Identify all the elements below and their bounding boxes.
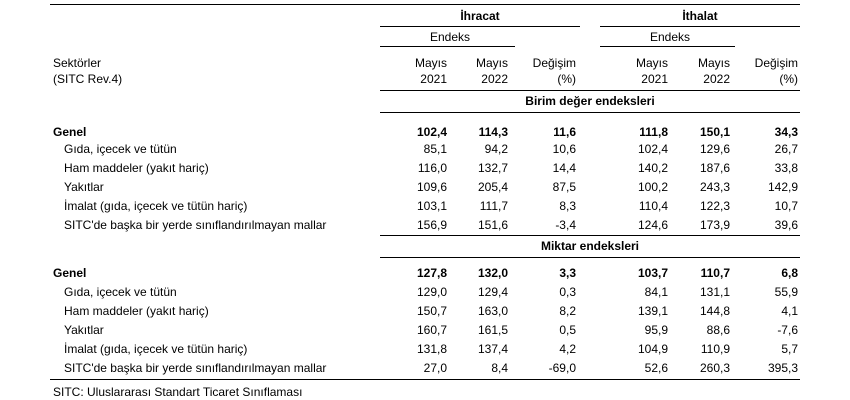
cell: 3,3 <box>559 266 576 280</box>
cell: 8,3 <box>559 199 576 213</box>
import-may-2022-year: 2022 <box>703 72 730 86</box>
cell: 27,0 <box>423 361 447 375</box>
cell: 6,8 <box>781 266 798 280</box>
cell: 55,9 <box>774 285 798 299</box>
cell: 122,3 <box>699 199 730 213</box>
cell: 187,6 <box>699 161 730 175</box>
row-label-food: Gıda, içecek ve tütün <box>64 285 177 299</box>
cell: 102,4 <box>416 125 447 139</box>
cell: 111,8 <box>639 125 668 139</box>
cell: 8,4 <box>491 361 508 375</box>
cell: 132,7 <box>477 161 508 175</box>
cell: 173,9 <box>699 218 730 232</box>
cell: 131,1 <box>699 285 730 299</box>
cell: 139,1 <box>637 304 668 318</box>
row-label-fuels: Yakıtlar <box>64 180 104 194</box>
cell: 150,7 <box>416 304 447 318</box>
row-label-manufacturing: İmalat (gıda, içecek ve tütün hariç) <box>64 199 248 213</box>
cell: -7,6 <box>777 323 798 337</box>
cell: 100,2 <box>637 180 668 194</box>
export-may-2021-year: 2021 <box>420 72 447 86</box>
cell: 33,8 <box>774 161 798 175</box>
cell: 129,4 <box>477 285 508 299</box>
cell: 111,7 <box>479 199 508 213</box>
cell: 129,0 <box>416 285 447 299</box>
export-change-unit: (%) <box>557 72 576 86</box>
row-label-genel: Genel <box>53 266 87 280</box>
cell: 137,4 <box>477 342 508 356</box>
cell: -69,0 <box>548 361 576 375</box>
cell: 110,9 <box>700 342 730 356</box>
cell: 116,0 <box>417 161 447 175</box>
header-bottom-rule <box>380 90 800 91</box>
cell: 39,6 <box>774 218 798 232</box>
cell: 103,1 <box>416 199 447 213</box>
export-index-rule <box>380 46 515 47</box>
row-label-genel: Genel <box>53 125 87 139</box>
row-label-food: Gıda, içecek ve tütün <box>64 142 177 156</box>
cell: 104,9 <box>637 342 668 356</box>
export-group-title: İhracat <box>460 9 500 23</box>
cell: 205,4 <box>477 180 508 194</box>
section-rule-unit-value <box>380 112 800 113</box>
import-change-unit: (%) <box>779 72 798 86</box>
export-may-2021-header: Mayıs <box>414 56 447 70</box>
import-may-2022-header: Mayıs <box>697 56 730 70</box>
section-title-quantity: Miktar endeksleri <box>540 239 640 253</box>
sector-header-sublabel: (SITC Rev.4) <box>53 72 123 86</box>
row-label-raw-materials: Ham maddeler (yakıt hariç) <box>64 161 209 175</box>
sector-header-label: Sektörler <box>53 56 102 70</box>
cell: 102,4 <box>637 142 668 156</box>
cell: 151,6 <box>477 218 508 232</box>
cell: -3,4 <box>555 218 576 232</box>
section-title-unit-value: Birim değer endeksleri <box>525 94 655 108</box>
cell: 0,5 <box>559 323 576 337</box>
export-change-header: Değişim <box>532 56 576 70</box>
table-bottom-rule <box>50 379 800 380</box>
cell: 132,0 <box>477 266 508 280</box>
cell: 160,7 <box>416 323 447 337</box>
cell: 87,5 <box>552 180 576 194</box>
cell: 94,2 <box>484 142 508 156</box>
cell: 110,4 <box>638 199 668 213</box>
cell: 127,8 <box>416 266 447 280</box>
cell: 26,7 <box>774 142 798 156</box>
import-group-rule <box>600 26 800 27</box>
export-may-2022-year: 2022 <box>481 72 508 86</box>
cell: 114,3 <box>478 125 508 139</box>
import-may-2021-year: 2021 <box>641 72 668 86</box>
export-may-2022-header: Mayıs <box>475 56 508 70</box>
import-group-title: İthalat <box>682 9 718 23</box>
cell: 0,3 <box>559 285 576 299</box>
import-index-rule <box>600 46 735 47</box>
row-label-other: SITC'de başka bir yerde sınıflandırılmayan mallar <box>64 361 327 375</box>
cell: 88,6 <box>706 323 730 337</box>
section-top-rule-quantity <box>380 235 800 236</box>
row-label-raw-materials: Ham maddeler (yakıt hariç) <box>64 304 209 318</box>
cell: 243,3 <box>699 180 730 194</box>
cell: 144,8 <box>699 304 730 318</box>
cell: 95,9 <box>644 323 668 337</box>
cell: 260,3 <box>699 361 730 375</box>
export-group-rule <box>380 26 580 27</box>
cell: 110,7 <box>700 266 730 280</box>
cell: 10,7 <box>774 199 798 213</box>
cell: 14,4 <box>552 161 576 175</box>
cell: 11,6 <box>553 125 576 139</box>
footnote: SITC: Uluslararası Standart Ticaret Sınıflaması <box>53 385 303 399</box>
cell: 109,6 <box>416 180 447 194</box>
top-rule <box>50 4 800 5</box>
cell: 395,3 <box>767 361 798 375</box>
cell: 103,7 <box>637 266 668 280</box>
cell: 142,9 <box>767 180 798 194</box>
cell: 150,1 <box>699 125 730 139</box>
row-label-other: SITC'de başka bir yerde sınıflandırılmayan mallar <box>64 218 327 232</box>
section-rule-quantity <box>380 257 800 258</box>
cell: 52,6 <box>644 361 668 375</box>
cell: 131,8 <box>416 342 447 356</box>
import-index-label: Endeks <box>649 30 691 44</box>
row-label-manufacturing: İmalat (gıda, içecek ve tütün hariç) <box>64 342 248 356</box>
cell: 8,2 <box>559 304 576 318</box>
cell: 85,1 <box>423 142 447 156</box>
cell: 140,2 <box>637 161 668 175</box>
import-change-header: Değişim <box>754 56 798 70</box>
cell: 156,9 <box>416 218 447 232</box>
cell: 129,6 <box>699 142 730 156</box>
cell: 5,7 <box>781 342 798 356</box>
cell: 34,3 <box>774 125 798 139</box>
cell: 10,6 <box>552 142 576 156</box>
cell: 4,1 <box>781 304 798 318</box>
cell: 161,5 <box>477 323 508 337</box>
cell: 163,0 <box>477 304 508 318</box>
row-label-fuels: Yakıtlar <box>64 323 104 337</box>
export-index-label: Endeks <box>429 30 471 44</box>
cell: 124,6 <box>637 218 668 232</box>
cell: 84,1 <box>644 285 668 299</box>
import-may-2021-header: Mayıs <box>635 56 668 70</box>
cell: 4,2 <box>559 342 576 356</box>
